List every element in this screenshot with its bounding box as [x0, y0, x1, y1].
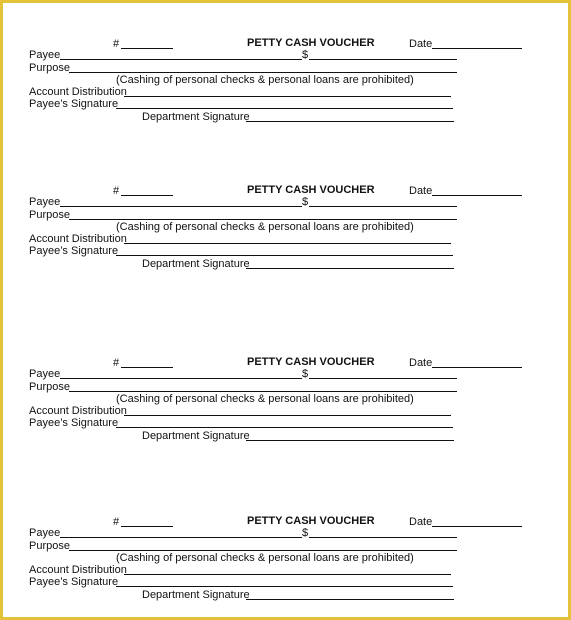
- purpose-field[interactable]: [69, 391, 457, 392]
- number-label: #: [113, 357, 120, 369]
- account-distribution-label: Account Distribution: [29, 405, 127, 417]
- amount-symbol: $: [302, 368, 309, 380]
- purpose-label: Purpose: [29, 381, 70, 393]
- account-distribution-label: Account Distribution: [29, 564, 127, 576]
- voucher-2: [3, 183, 571, 283]
- voucher-title: PETTY CASH VOUCHER: [247, 184, 375, 196]
- payee-signature-field[interactable]: [116, 586, 453, 587]
- voucher-1: [3, 36, 571, 136]
- department-signature-label: Department Signature: [142, 589, 250, 601]
- number-label: #: [113, 185, 120, 197]
- payee-label: Payee: [29, 49, 61, 61]
- account-distribution-field[interactable]: [124, 415, 451, 416]
- payee-field[interactable]: [60, 537, 302, 538]
- payee-label: Payee: [29, 527, 61, 539]
- payee-field[interactable]: [60, 206, 302, 207]
- account-distribution-label: Account Distribution: [29, 86, 127, 98]
- payee-signature-label: Payee’s Signature: [29, 417, 119, 429]
- purpose-field[interactable]: [69, 72, 457, 73]
- amount-symbol: $: [302, 527, 309, 539]
- number-field[interactable]: [121, 526, 173, 527]
- amount-symbol: $: [302, 49, 309, 61]
- number-field[interactable]: [121, 195, 173, 196]
- account-distribution-field[interactable]: [124, 243, 451, 244]
- date-label: Date: [409, 38, 433, 50]
- notice-text: (Cashing of personal checks & personal loans are prohibited): [116, 221, 414, 233]
- account-distribution-label: Account Distribution: [29, 233, 127, 245]
- date-label: Date: [409, 357, 433, 369]
- voucher-title: PETTY CASH VOUCHER: [247, 37, 375, 49]
- payee-signature-field[interactable]: [116, 427, 453, 428]
- purpose-label: Purpose: [29, 62, 70, 74]
- date-field[interactable]: [432, 367, 522, 368]
- purpose-field[interactable]: [69, 219, 457, 220]
- amount-symbol: $: [302, 196, 309, 208]
- payee-field[interactable]: [60, 59, 302, 60]
- purpose-field[interactable]: [69, 550, 457, 551]
- department-signature-field[interactable]: [246, 440, 454, 441]
- department-signature-label: Department Signature: [142, 430, 250, 442]
- department-signature-field[interactable]: [246, 599, 454, 600]
- purpose-label: Purpose: [29, 540, 70, 552]
- payee-label: Payee: [29, 368, 61, 380]
- date-label: Date: [409, 185, 433, 197]
- voucher-title: PETTY CASH VOUCHER: [247, 356, 375, 368]
- number-field[interactable]: [121, 367, 173, 368]
- notice-text: (Cashing of personal checks & personal loans are prohibited): [116, 74, 414, 86]
- amount-field[interactable]: [309, 537, 457, 538]
- purpose-label: Purpose: [29, 209, 70, 221]
- account-distribution-field[interactable]: [124, 96, 451, 97]
- payee-signature-field[interactable]: [116, 108, 453, 109]
- voucher-3: [3, 355, 571, 455]
- payee-field[interactable]: [60, 378, 302, 379]
- date-label: Date: [409, 516, 433, 528]
- number-label: #: [113, 516, 120, 528]
- department-signature-label: Department Signature: [142, 111, 250, 123]
- date-field[interactable]: [432, 195, 522, 196]
- department-signature-field[interactable]: [246, 121, 454, 122]
- notice-text: (Cashing of personal checks & personal loans are prohibited): [116, 393, 414, 405]
- account-distribution-field[interactable]: [124, 574, 451, 575]
- payee-label: Payee: [29, 196, 61, 208]
- voucher-4: [3, 514, 571, 614]
- payee-signature-label: Payee’s Signature: [29, 98, 119, 110]
- number-field[interactable]: [121, 48, 173, 49]
- date-field[interactable]: [432, 526, 522, 527]
- department-signature-field[interactable]: [246, 268, 454, 269]
- payee-signature-label: Payee’s Signature: [29, 245, 119, 257]
- date-field[interactable]: [432, 48, 522, 49]
- payee-signature-label: Payee’s Signature: [29, 576, 119, 588]
- department-signature-label: Department Signature: [142, 258, 250, 270]
- notice-text: (Cashing of personal checks & personal loans are prohibited): [116, 552, 414, 564]
- number-label: #: [113, 38, 120, 50]
- payee-signature-field[interactable]: [116, 255, 453, 256]
- amount-field[interactable]: [309, 59, 457, 60]
- voucher-title: PETTY CASH VOUCHER: [247, 515, 375, 527]
- amount-field[interactable]: [309, 378, 457, 379]
- amount-field[interactable]: [309, 206, 457, 207]
